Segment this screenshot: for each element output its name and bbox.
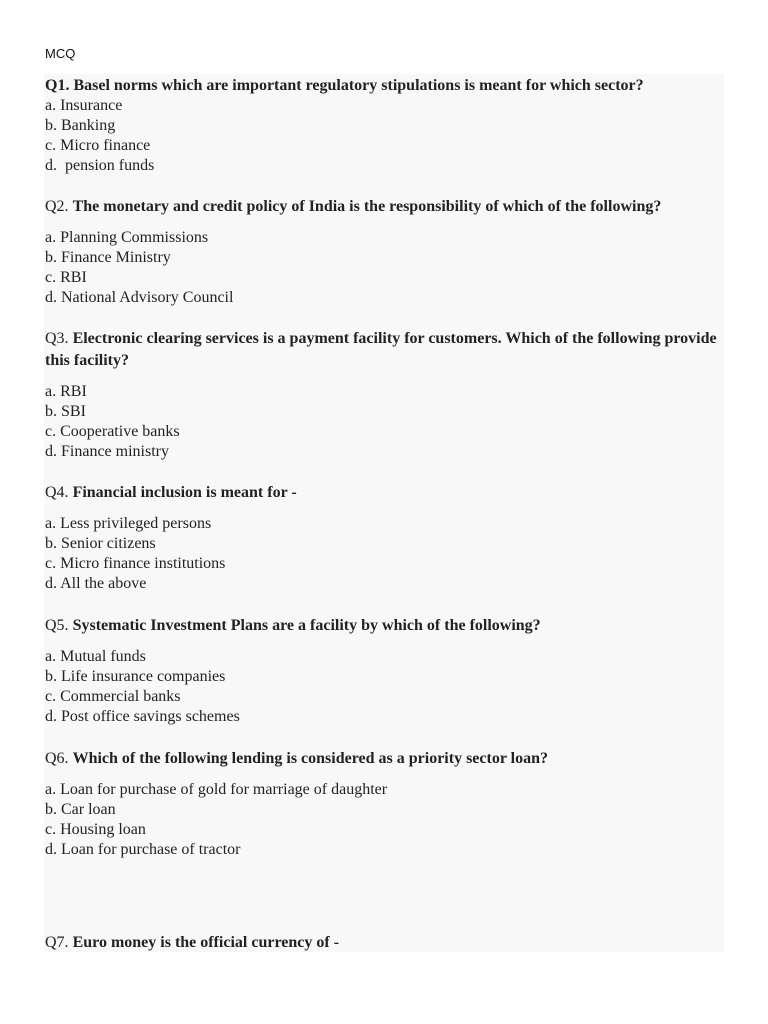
question-number: Q7.	[45, 934, 69, 951]
option-b: b. Senior citizens	[45, 535, 156, 552]
option-c: c. Micro finance institutions	[45, 555, 226, 572]
option-c: c. Micro finance	[45, 137, 151, 154]
option-a: a. Insurance	[45, 97, 123, 114]
question-text: Financial inclusion is meant for -	[72, 484, 297, 501]
option-c: c. Housing loan	[45, 821, 146, 838]
option-a: a. Planning Commissions	[45, 229, 209, 246]
question-number: Q5.	[45, 617, 69, 634]
options-4	[45, 514, 717, 594]
question-number: Q3.	[45, 330, 69, 347]
option-d: d. All the above	[45, 575, 147, 592]
option-c: c. Cooperative banks	[45, 423, 180, 440]
option-b: b. Car loan	[45, 801, 116, 818]
options-1	[45, 96, 717, 176]
options-5	[45, 647, 717, 727]
question-text: Basel norms which are important regulatory stipulations is meant for which sector?	[73, 77, 644, 94]
option-d: d. National Advisory Council	[45, 289, 234, 306]
question-text: Euro money is the official currency of -	[72, 934, 340, 951]
question-5	[45, 615, 717, 637]
option-a: a. Loan for purchase of gold for marriage of daughter	[45, 781, 388, 798]
option-b: b. SBI	[45, 403, 86, 420]
options-3	[45, 382, 717, 462]
option-c: c. Commercial banks	[45, 688, 181, 705]
question-1	[45, 75, 717, 97]
options-2	[45, 228, 717, 308]
option-d: d. pension funds	[45, 157, 155, 174]
option-c: c. RBI	[45, 269, 87, 286]
option-d: d. Post office savings schemes	[45, 708, 240, 725]
question-6	[45, 748, 717, 770]
question-text: Electronic clearing services is a payment facility for customers. Which of the following provide this facility?	[45, 330, 717, 369]
option-b: b. Banking	[45, 117, 116, 134]
options-6	[45, 780, 717, 860]
question-text: Which of the following lending is considered as a priority sector loan?	[72, 750, 548, 767]
option-a: a. RBI	[45, 383, 87, 400]
option-d: d. Finance ministry	[45, 443, 169, 460]
question-text: Systematic Investment Plans are a facility by which of the following?	[72, 617, 541, 634]
question-number: Q2.	[45, 198, 69, 215]
question-number: Q6.	[45, 750, 69, 767]
option-b: b. Finance Ministry	[45, 249, 171, 266]
question-number: Q4.	[45, 484, 69, 501]
question-4	[45, 482, 717, 504]
option-a: a. Less privileged persons	[45, 515, 212, 532]
question-number: Q1.	[45, 77, 70, 94]
question-2	[45, 196, 717, 218]
option-d: d. Loan for purchase of tractor	[45, 841, 241, 858]
question-7	[45, 932, 717, 954]
option-b: b. Life insurance companies	[45, 668, 226, 685]
question-text: The monetary and credit policy of India is the responsibility of which of the following?	[72, 198, 662, 215]
question-3	[45, 328, 717, 372]
option-a: a. Mutual funds	[45, 648, 146, 665]
document-label: MCQ	[45, 46, 76, 61]
